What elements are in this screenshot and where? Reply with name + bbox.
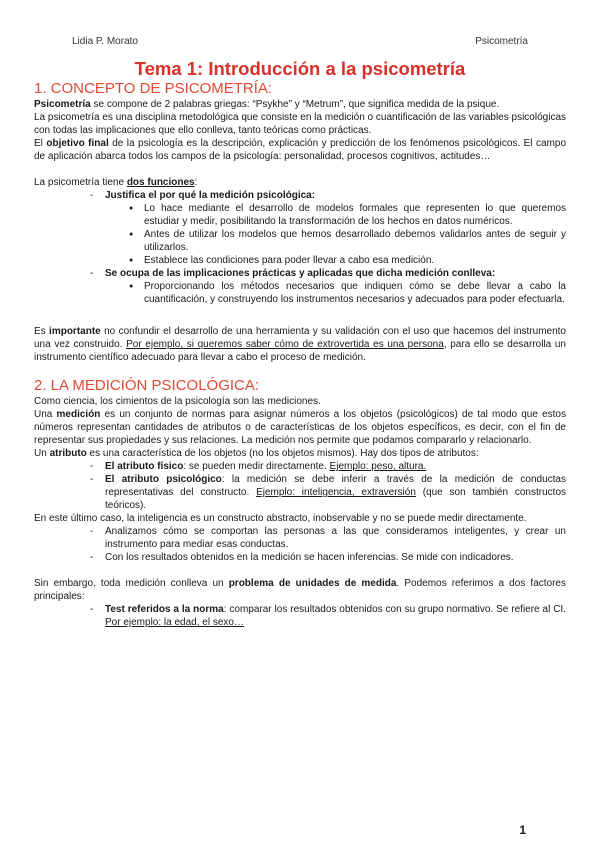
paragraph-constructo: En este último caso, la inteligencia es un constructo abstracto, inobservable y no se puede medir directamente.: [34, 513, 527, 524]
function-1-label: Justifica el por qué la medición psicológica:: [105, 190, 316, 201]
function-2-bullet: ● Proporcionando los métodos necesarios que indiquen cómo se debe llevar a cabo la cuantificación, y construyendo los instrumentos necesarios y adecuados para poder efectuarla.: [34, 280, 566, 306]
paragraph-importante: [34, 325, 566, 364]
text-span: El: [34, 138, 47, 149]
paragraph-definition: La psicometría es una disciplina metodológica que consiste en la medición o cuantificación de las variables psicológicas con todas las implicaciones que ello conlleva, tanto teóricas como prácticas.: [34, 112, 566, 136]
text-span: :: [194, 177, 198, 188]
text-span: La psicometría tiene: [34, 177, 127, 188]
list-item: - Con los resultados obtenidos en la medición se hacen inferencias. Se mide con indicadores.: [34, 551, 566, 564]
term-psicometria: Psicometría: [34, 99, 91, 110]
example-underlined: Por ejemplo: la edad, el sexo…: [105, 617, 244, 628]
text-span: no confundir el desarrollo de una herramienta y su validación con el uso que hacemos del instrumento una vez construido.: [34, 326, 566, 350]
attribute-psicologico: [34, 473, 566, 512]
text-span: . Podemos referimos a dos factores principales:: [34, 578, 566, 602]
text-span: Una: [34, 409, 57, 420]
example-underlined: Por ejemplo, si queremos saber cómo de extrovertida es una persona: [126, 339, 444, 350]
text-span: : comparar los resultados obtenidos con su grupo normativo. Se refiere al CI.: [223, 604, 566, 615]
paragraph-objective: [34, 137, 566, 163]
text-span: es una característica de los objetos (no los objetos mismos). Hay dos tipos de atributos:: [86, 448, 479, 459]
term-medicion: medición: [56, 409, 101, 420]
section-1-heading: 1. CONCEPTO DE PSICOMETRÍA:: [34, 80, 273, 97]
text-span: Es: [34, 326, 50, 337]
function-1-bullet: ● Lo hace mediante el desarrollo de modelos formales que representen lo que queremos estudiar y medir, posibilitando la transformación de los hechos en datos numéricos.: [34, 202, 566, 228]
header-author: Lidia P. Morato: [72, 36, 138, 47]
paragraph-psicometria-etymology: [34, 98, 566, 111]
attribute-fisico: [34, 460, 566, 473]
header-subject: Psicometría: [475, 36, 528, 47]
text-span: : se pueden medir directamente.: [183, 461, 330, 472]
example-underlined: Ejemplo: peso, altura.: [329, 461, 427, 472]
page-number: 1: [519, 823, 526, 837]
function-2-label: Se ocupa de las implicaciones prácticas y aplicadas que dicha medición conlleva:: [105, 268, 496, 279]
term-dos-funciones: dos funciones: [126, 177, 195, 188]
term-test-norma: Test referidos a la norma: [105, 604, 224, 615]
list-item-test-norma: [34, 603, 566, 629]
paragraph-medicion: [34, 408, 566, 447]
text-span: Un: [34, 448, 50, 459]
text-span: (que son también constructos teóricos).: [105, 487, 567, 511]
section-2-heading: 2. LA MEDICIÓN PSICOLÓGICA:: [34, 377, 260, 394]
paragraph-ciencia: Como ciencia, los cimientos de la psicología son las mediciones.: [34, 396, 321, 407]
text-span: Sin embargo, toda medición conlleva un: [34, 578, 229, 589]
text-span: es un conjunto de normas para asignar números a los objetos (psicológicos) de tal modo que estos números representan cantidades de atributos o de características de los objetos específicos, es decir, con el fin de representar sus propiedades y sus relaciones. La medición nos permite que podamos compararlo y relacionarlo.: [34, 409, 566, 446]
document-body: [34, 58, 566, 629]
paragraph-unidades: [34, 577, 566, 603]
term-importante: importante: [49, 326, 101, 337]
function-1-title: [34, 189, 566, 202]
text-span: se compone de 2 palabras griegas: “Psykhe” y “Metrum”, que significa medida de la psique.: [90, 99, 500, 110]
function-1-bullet: ● Establece las condiciones para poder llevar a cabo esa medición.: [34, 254, 566, 267]
text-span: de la psicología es la descripción, explicación y predicción de los fenómenos psicológicos. El campo de aplicación abarca todos los campos de la psicología: personalidad, procesos cognitivos, actitudes…: [34, 138, 567, 162]
document-title: Tema 1: Introducción a la psicometría: [134, 58, 466, 79]
term-problema-unidades: problema de unidades de medida: [228, 578, 397, 589]
list-item: - Analizamos cómo se comportan las personas a las que consideramos inteligentes, y crear un instrumento para mediar esas conductas.: [34, 525, 566, 551]
text-span: , para ello se desarrolla un instrumento científico adecuado para llevar a cabo el proceso de medición.: [34, 339, 566, 363]
term-atributo: atributo: [49, 448, 87, 459]
term-objetivo-final: objetivo final: [46, 138, 109, 149]
example-underlined: Ejemplo: inteligencia, extraversión: [256, 487, 416, 498]
function-1-bullet: ● Antes de utilizar los modelos que hemos desarrollado debemos validarlos antes de seguir y utilizarlos.: [34, 228, 566, 254]
paragraph-functions-intro: [34, 176, 566, 189]
text-span: : la medición se debe inferir a través de la medición de conductas representativas del constructo.: [105, 474, 566, 498]
function-2-title: [34, 267, 566, 280]
term-atributo-fisico: El atributo físico: [105, 461, 184, 472]
paragraph-atributo: [34, 447, 566, 460]
term-atributo-psicologico: El atributo psicológico: [105, 474, 222, 485]
